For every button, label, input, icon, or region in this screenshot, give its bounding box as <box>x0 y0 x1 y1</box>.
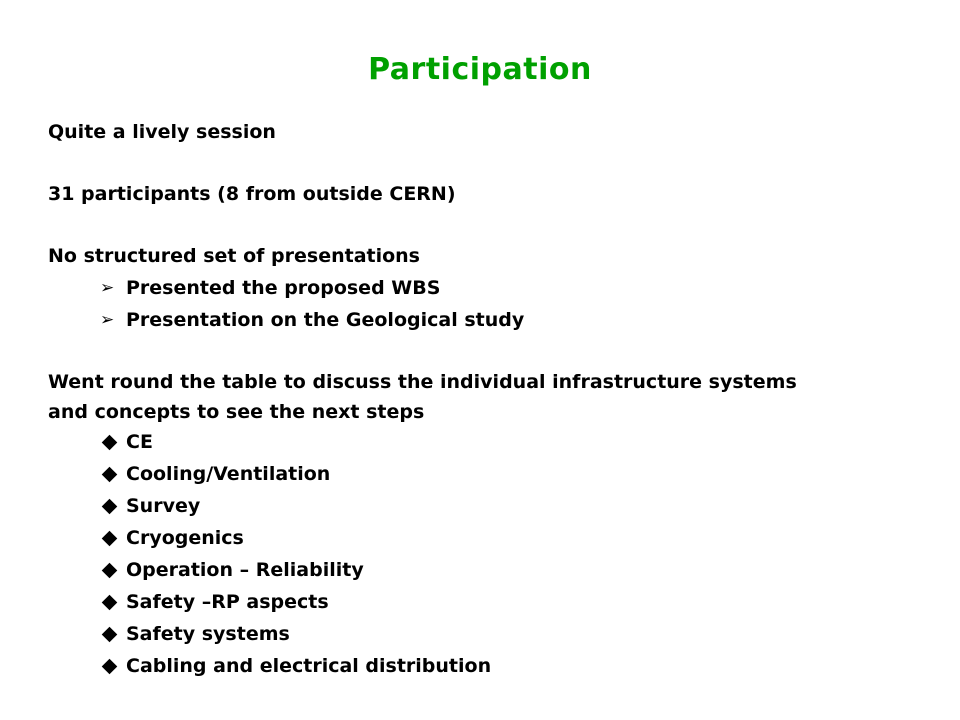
diamond-bullet-icon <box>102 659 118 675</box>
system-item <box>48 650 928 682</box>
discussion-line-2: and concepts to see the next steps <box>48 401 425 423</box>
system-item-label: Operation – Reliability <box>126 559 364 581</box>
presentation-item-label: Presented the proposed WBS <box>126 277 441 299</box>
diamond-bullet-icon <box>102 435 118 451</box>
arrow-bullet-icon: ➢ <box>100 310 115 330</box>
diamond-bullet-icon <box>102 563 118 579</box>
system-item-label: Survey <box>126 495 201 517</box>
system-item-label: CE <box>126 431 153 453</box>
spacer <box>48 336 928 366</box>
slide-body <box>48 116 928 682</box>
presentation-item <box>48 272 928 304</box>
presentation-item-label: Presentation on the Geological study <box>126 309 525 331</box>
system-item-label: Cabling and electrical distribution <box>126 655 492 677</box>
system-item-label: Safety systems <box>126 623 290 645</box>
system-item <box>48 586 928 618</box>
diamond-bullet-icon <box>102 595 118 611</box>
spacer <box>48 210 928 240</box>
arrow-bullet-icon: ➢ <box>100 278 115 298</box>
system-item-label: Cooling/Ventilation <box>126 463 331 485</box>
system-item <box>48 490 928 522</box>
system-item-label: Cryogenics <box>126 527 244 549</box>
presentation-item <box>48 304 928 336</box>
system-item <box>48 522 928 554</box>
system-item <box>48 458 928 490</box>
diamond-bullet-icon <box>102 499 118 515</box>
intro-line-presentations: No structured set of presentations <box>48 245 420 267</box>
intro-line-participants: 31 participants (8 from outside CERN) <box>48 183 456 205</box>
diamond-bullet-icon <box>102 531 118 547</box>
system-item-label: Safety –RP aspects <box>126 591 329 613</box>
intro-line-session: Quite a lively session <box>48 121 276 143</box>
spacer <box>48 148 928 178</box>
system-item <box>48 618 928 650</box>
diamond-bullet-icon <box>102 627 118 643</box>
system-item <box>48 554 928 586</box>
diamond-bullet-icon <box>102 467 118 483</box>
discussion-line-1: Went round the table to discuss the individual infrastructure systems <box>48 371 797 393</box>
slide-title: Participation <box>368 52 592 87</box>
system-item <box>48 426 928 458</box>
